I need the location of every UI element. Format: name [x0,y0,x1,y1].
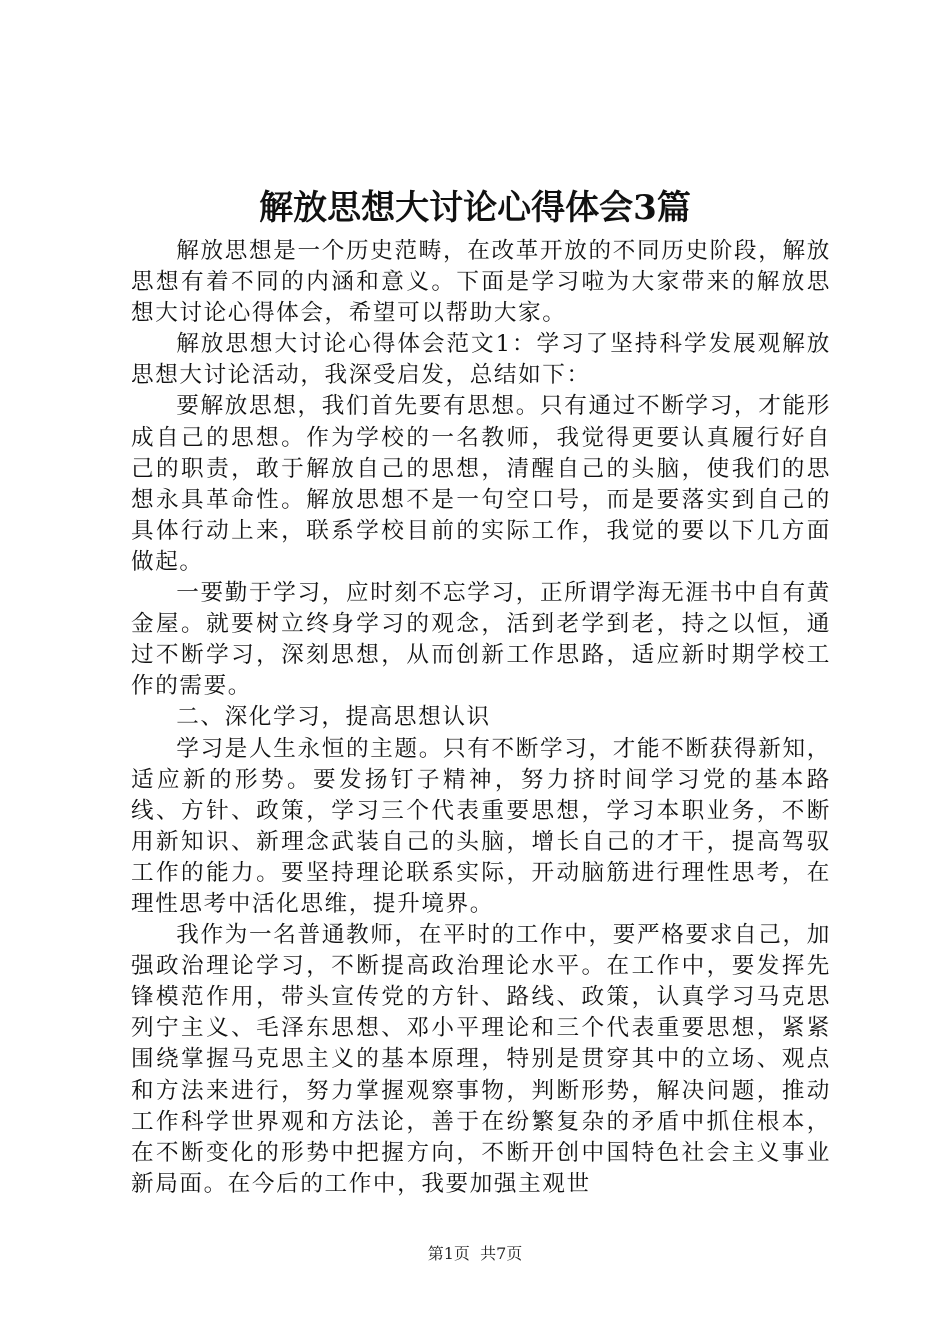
paragraph-intro: 解放思想是一个历史范畴，在改革开放的不同历史阶段，解放思想有着不同的内涵和意义。下面是学习啦为大家带来的解放思想大讨论心得体会，希望可以帮助大家。 [131,238,831,327]
section-heading: 二、深化学习，提高思想认识 [176,704,491,731]
footer-spacer [470,1244,480,1263]
paragraph-diligent-study: 一要勤于学习，应时刻不忘学习，正所谓学海无涯书中自有黄金屋。就要树立终身学习的观念，活到老学到老，持之以恒，通过不断学习，深刻思想，从而创新工作思路，适应新时期学校工作的需要。 [131,580,831,700]
paragraph-teacher-role: 我作为一名普通教师，在平时的工作中，要严格要求自己，加强政治理论学习，不断提高政治理论水平。在工作中，要发挥先锋模范作用，带头宣传党的方针、路线、政策，认真学习马克思列宁主义、毛泽东思想、邓小平理论和三个代表重要思想，紧紧围绕掌握马克思主义的基本原理，特别是贯穿其中的立场、观点和方法来进行，努力掌握观察事物，判断形势，解决问题，推动工作科学世界观和方法论，善于在纷繁复杂的矛盾中抓住根本，在不断变化的形势中把握方向，不断开创中国特色社会主义事业新局面。在今后的工作中，我要加强主观世 [131,922,831,1197]
paragraph-sample-1-intro: 解放思想大讨论心得体会范文1：学习了坚持科学发展观解放思想大讨论活动，我深受启发，总结如下： [131,331,831,389]
document-title: 解放思想大讨论心得体会3篇 [259,188,691,228]
page-number: 第1页 [427,1244,470,1263]
page-footer [0,1243,950,1265]
paragraph-liberate-thought: 要解放思想，我们首先要有思想。只有通过不断学习，才能形成自己的思想。作为学校的一名教师，我觉得更要认真履行好自己的职责，敢于解放自己的思想，清醒自己的头脑，使我们的思想永具革命性。解放思想不是一句空口号，而是要落实到自己的具体行动上来，联系学校目前的实际工作，我觉的要以下几方面做起。 [131,393,831,575]
document-body [131,236,831,1200]
page-total: 共7页 [480,1244,523,1263]
paragraph-lifelong-learning: 学习是人生永恒的主题。只有不断学习，才能不断获得新知，适应新的形势。要发扬钉子精神，努力挤时间学习党的基本路线、方针、政策，学习三个代表重要思想，学习本职业务，不断用新知识、新理念武装自己的头脑，增长自己的才干，提高驾驭工作的能力。要坚持理论联系实际，开动脑筋进行理性思考，在理性思考中活化思维，提升境界。 [131,735,831,917]
